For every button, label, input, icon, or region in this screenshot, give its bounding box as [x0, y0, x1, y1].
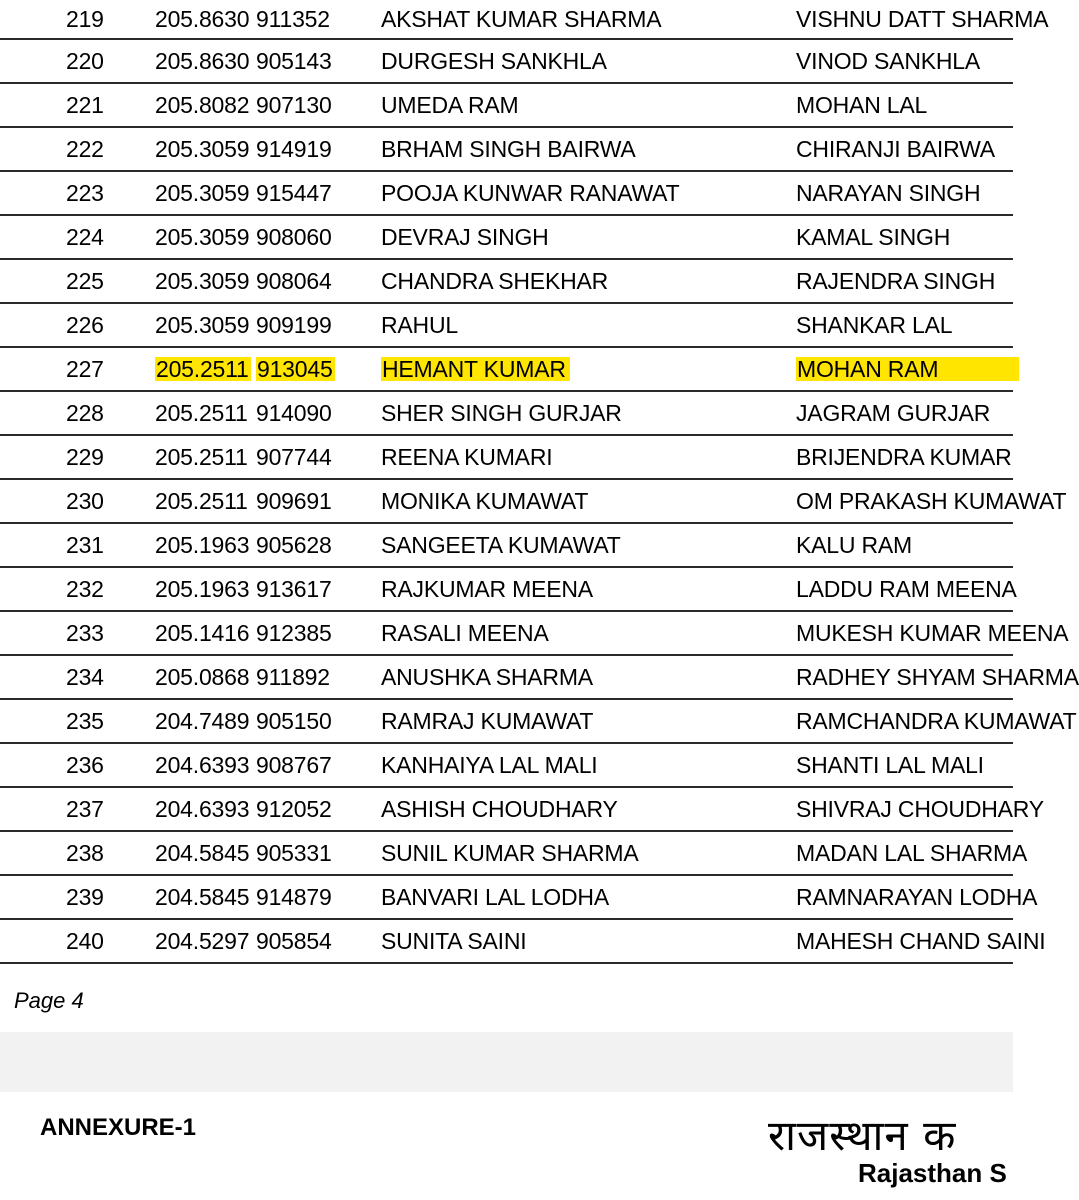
score-cell-text: 205.3059	[155, 267, 250, 294]
rank-cell-text: 221	[66, 91, 104, 118]
rank-cell-text: 234	[66, 663, 104, 690]
roll-number-cell	[256, 172, 336, 214]
candidate-name-cell	[381, 568, 781, 610]
candidate-name-cell-text: RAHUL	[381, 311, 458, 338]
candidate-name-cell	[381, 744, 781, 786]
table-row	[0, 84, 1013, 128]
table-row	[0, 0, 1049, 40]
candidate-name-cell-text: AKSHAT KUMAR SHARMA	[381, 5, 662, 32]
father-name-cell-text: RAJENDRA SINGH	[796, 267, 996, 294]
score-cell-text: 205.8630	[155, 47, 250, 74]
roll-number-cell-text: 905854	[256, 927, 332, 954]
father-name-cell-text: SHIVRAJ CHOUDHARY	[796, 795, 1044, 822]
candidate-name-cell	[381, 348, 781, 390]
father-name-cell	[796, 832, 1036, 874]
roll-number-cell	[256, 612, 336, 654]
candidate-name-cell-text: MONIKA KUMAWAT	[381, 487, 589, 514]
table-row	[0, 788, 1044, 832]
father-name-cell	[796, 876, 1036, 918]
score-cell-text: 205.8630	[155, 5, 250, 32]
father-name-cell	[796, 920, 1046, 962]
candidate-name-cell	[381, 700, 781, 742]
score-cell	[155, 348, 251, 390]
score-cell-text: 205.2511	[155, 443, 248, 470]
roll-number-cell	[256, 700, 336, 742]
roll-number-cell-text: 909691	[256, 487, 332, 514]
roll-number-cell	[256, 348, 336, 390]
rank-cell-text: 237	[66, 795, 104, 822]
candidate-name-cell	[381, 656, 781, 698]
candidate-name-cell-text: HEMANT KUMAR	[381, 357, 570, 381]
table-row	[0, 128, 1013, 172]
roll-number-cell-text: 908767	[256, 751, 332, 778]
score-cell-text: 204.5845	[155, 883, 250, 910]
roll-number-cell-text: 915447	[256, 179, 332, 206]
roll-number-cell-text: 912052	[256, 795, 332, 822]
father-name-cell-text: MOHAN RAM	[796, 357, 1019, 381]
score-cell	[155, 216, 251, 258]
rank-cell-text: 220	[66, 47, 104, 74]
candidate-name-cell	[381, 216, 781, 258]
rank-cell	[66, 348, 126, 390]
roll-number-cell-text: 905150	[256, 707, 332, 734]
table-row	[0, 744, 1013, 788]
rank-cell	[66, 832, 126, 874]
candidate-name-cell-text: REENA KUMARI	[381, 443, 553, 470]
roll-number-cell	[256, 436, 336, 478]
father-name-cell	[796, 612, 1069, 654]
father-name-cell-text: LADDU RAM MEENA	[796, 575, 1017, 602]
candidate-name-cell	[381, 920, 781, 962]
candidate-name-cell	[381, 84, 781, 126]
father-name-cell-text: SHANKAR LAL	[796, 311, 953, 338]
father-name-cell	[796, 0, 1049, 38]
father-name-cell-text: RAMCHANDRA KUMAWAT	[796, 707, 1077, 734]
table-row	[0, 920, 1046, 964]
candidate-name-cell	[381, 436, 781, 478]
father-name-cell	[796, 788, 1044, 830]
score-cell-text: 205.2511	[156, 356, 249, 382]
score-cell	[155, 260, 251, 302]
candidate-name-cell-text: BANVARI LAL LODHA	[381, 883, 609, 910]
table-row	[0, 172, 1013, 216]
roll-number-cell-text: 914879	[256, 883, 332, 910]
roll-number-cell-text: 911352	[256, 5, 330, 32]
roll-number-cell	[256, 832, 336, 874]
score-cell	[155, 436, 251, 478]
candidate-name-cell	[381, 876, 781, 918]
father-name-cell-text: MUKESH KUMAR MEENA	[796, 619, 1069, 646]
candidate-name-cell-text: SUNIL KUMAR SHARMA	[381, 839, 639, 866]
roll-number-cell-text: 905331	[256, 839, 332, 866]
roll-number-cell-text: 905143	[256, 47, 332, 74]
score-cell-text: 205.1963	[155, 575, 250, 602]
table-row	[0, 656, 1079, 700]
rank-cell	[66, 524, 126, 566]
father-name-cell-text: VISHNU DATT SHARMA	[796, 5, 1049, 32]
father-name-cell-text: MADAN LAL SHARMA	[796, 839, 1028, 866]
score-cell	[155, 920, 251, 962]
score-cell-text: 205.1963	[155, 531, 250, 558]
score-cell	[155, 788, 251, 830]
roll-number-cell	[256, 524, 336, 566]
annexure-label: ANNEXURE-1	[40, 1114, 197, 1141]
rank-cell	[66, 920, 126, 962]
father-name-cell	[796, 40, 1036, 82]
score-cell	[155, 876, 251, 918]
candidate-name-cell	[381, 260, 781, 302]
rank-cell-text: 225	[66, 267, 104, 294]
rank-cell	[66, 568, 126, 610]
candidate-name-cell	[381, 480, 781, 522]
candidate-name-cell-text: SHER SINGH GURJAR	[381, 399, 622, 426]
rank-cell-text: 229	[66, 443, 104, 470]
score-cell-text: 205.8082	[155, 91, 250, 118]
roll-number-cell	[256, 480, 336, 522]
father-name-cell	[796, 172, 1036, 214]
roll-number-cell	[256, 0, 336, 38]
score-cell	[155, 568, 251, 610]
rank-cell	[66, 216, 126, 258]
score-cell-text: 204.6393	[155, 795, 250, 822]
father-name-cell	[796, 480, 1067, 522]
roll-number-cell-text: 908060	[256, 223, 332, 250]
candidate-name-cell-text: UMEDA RAM	[381, 91, 519, 118]
rank-cell-text: 235	[66, 707, 104, 734]
table-row	[0, 260, 1013, 304]
roll-number-cell	[256, 304, 336, 346]
rank-cell	[66, 876, 126, 918]
father-name-cell-text: VINOD SANKHLA	[796, 47, 981, 74]
rank-cell	[66, 392, 126, 434]
rank-cell-text: 222	[66, 135, 104, 162]
score-cell-text: 205.0868	[155, 663, 250, 690]
rank-cell	[66, 128, 126, 170]
page-number: Page 4	[14, 988, 84, 1013]
rank-cell-text: 236	[66, 751, 104, 778]
score-cell	[155, 40, 251, 82]
roll-number-cell	[256, 920, 336, 962]
candidate-name-cell	[381, 832, 781, 874]
roll-number-cell-text: 913045	[257, 356, 333, 382]
father-name-cell-text: OM PRAKASH KUMAWAT	[796, 487, 1067, 514]
rank-cell-text: 223	[66, 179, 104, 206]
rank-cell	[66, 260, 126, 302]
score-cell	[155, 700, 251, 742]
score-cell-text: 205.3059	[155, 179, 250, 206]
table-row	[0, 568, 1017, 612]
rank-cell	[66, 744, 126, 786]
candidate-name-cell-text: BRHAM SINGH BAIRWA	[381, 135, 636, 162]
candidate-name-cell	[381, 524, 781, 566]
father-name-cell-text: CHIRANJI BAIRWA	[796, 135, 995, 162]
father-name-cell	[796, 436, 1036, 478]
father-name-cell-text: RAMNARAYAN LODHA	[796, 883, 1038, 910]
candidate-name-cell-text: RAMRAJ KUMAWAT	[381, 707, 594, 734]
rank-cell-text: 240	[66, 927, 104, 954]
table-row	[0, 392, 1013, 436]
rank-cell-text: 233	[66, 619, 104, 646]
father-name-cell-text: MAHESH CHAND SAINI	[796, 927, 1046, 954]
rank-cell	[66, 436, 126, 478]
roll-number-cell	[256, 788, 336, 830]
rank-cell-text: 224	[66, 223, 104, 250]
score-cell-text: 205.1416	[155, 619, 250, 646]
roll-number-cell-text: 914090	[256, 399, 332, 426]
candidate-name-cell	[381, 304, 781, 346]
table-row	[0, 348, 1013, 392]
table-row	[0, 832, 1028, 876]
roll-number-cell-text: 907744	[256, 443, 332, 470]
roll-number-cell-text: 913617	[256, 575, 332, 602]
rank-cell	[66, 700, 126, 742]
score-cell	[155, 128, 251, 170]
score-cell-text: 205.2511	[155, 399, 248, 426]
rank-cell-text: 226	[66, 311, 104, 338]
father-name-cell-text: NARAYAN SINGH	[796, 179, 981, 206]
father-name-cell-text: KALU RAM	[796, 531, 912, 558]
score-cell	[155, 304, 251, 346]
father-name-cell	[796, 216, 1036, 258]
score-cell-text: 205.3059	[155, 223, 250, 250]
roll-number-cell	[256, 876, 336, 918]
candidate-name-cell-text: ANUSHKA SHARMA	[381, 663, 593, 690]
rank-cell	[66, 172, 126, 214]
candidate-name-cell-text: CHANDRA SHEKHAR	[381, 267, 609, 294]
father-name-cell-text: BRIJENDRA KUMAR	[796, 443, 1012, 470]
table-row	[0, 304, 1013, 348]
roll-number-cell	[256, 392, 336, 434]
hindi-title: राजस्थान क	[768, 1111, 957, 1160]
father-name-cell	[796, 128, 1036, 170]
father-name-cell-text: JAGRAM GURJAR	[796, 399, 991, 426]
table-row	[0, 612, 1069, 656]
roll-number-cell	[256, 128, 336, 170]
next-document-page	[0, 1092, 1013, 1200]
candidate-name-cell-text: KANHAIYA LAL MALI	[381, 751, 598, 778]
candidate-name-cell-text: DURGESH SANKHLA	[381, 47, 607, 74]
score-cell	[155, 524, 251, 566]
father-name-cell	[796, 656, 1079, 698]
table-row	[0, 700, 1077, 744]
roll-number-cell-text: 907130	[256, 91, 332, 118]
rank-cell-text: 232	[66, 575, 104, 602]
roll-number-cell	[256, 84, 336, 126]
rank-cell-text: 231	[66, 531, 104, 558]
rank-cell	[66, 612, 126, 654]
candidate-name-cell	[381, 392, 781, 434]
roll-number-cell	[256, 568, 336, 610]
score-cell	[155, 480, 251, 522]
score-cell	[155, 832, 251, 874]
table-row	[0, 436, 1013, 480]
table-row	[0, 524, 1013, 568]
rank-cell-text: 219	[66, 5, 104, 32]
table-row	[0, 216, 1013, 260]
roll-number-cell-text: 912385	[256, 619, 332, 646]
score-cell	[155, 84, 251, 126]
rank-cell-text: 239	[66, 883, 104, 910]
rank-cell	[66, 0, 126, 38]
score-cell-text: 205.3059	[155, 135, 250, 162]
rank-cell	[66, 788, 126, 830]
score-cell	[155, 172, 251, 214]
father-name-cell-text: RADHEY SHYAM SHARMA	[796, 663, 1079, 690]
candidate-name-cell	[381, 788, 781, 830]
table-row	[0, 40, 1013, 84]
father-name-cell	[796, 84, 1036, 126]
score-cell	[155, 744, 251, 786]
candidate-name-cell-text: RAJKUMAR MEENA	[381, 575, 593, 602]
roll-number-cell	[256, 40, 336, 82]
rank-cell	[66, 656, 126, 698]
score-cell	[155, 612, 251, 654]
page-gap	[0, 1032, 1013, 1092]
rank-cell	[66, 304, 126, 346]
table-row	[0, 876, 1038, 920]
father-name-cell	[796, 304, 1036, 346]
score-cell-text: 204.7489	[155, 707, 250, 734]
table-row	[0, 480, 1067, 524]
roll-number-cell	[256, 216, 336, 258]
father-name-cell	[796, 392, 1036, 434]
roll-number-cell-text: 911892	[256, 663, 330, 690]
candidate-name-cell	[381, 612, 781, 654]
rank-cell-text: 238	[66, 839, 104, 866]
score-cell	[155, 656, 251, 698]
father-name-cell	[796, 524, 1036, 566]
candidate-name-cell	[381, 172, 781, 214]
candidate-name-cell	[381, 128, 781, 170]
roll-number-cell-text: 908064	[256, 267, 332, 294]
rank-cell	[66, 480, 126, 522]
score-cell-text: 204.6393	[155, 751, 250, 778]
candidate-name-cell-text: ASHISH CHOUDHARY	[381, 795, 618, 822]
candidate-name-cell-text: POOJA KUNWAR RANAWAT	[381, 179, 680, 206]
father-name-cell-text: SHANTI LAL MALI	[796, 751, 984, 778]
father-name-cell-text: KAMAL SINGH	[796, 223, 951, 250]
candidate-name-cell-text: RASALI MEENA	[381, 619, 549, 646]
score-cell-text: 205.3059	[155, 311, 250, 338]
rank-cell	[66, 84, 126, 126]
candidate-name-cell-text: SANGEETA KUMAWAT	[381, 531, 621, 558]
roll-number-cell-text: 905628	[256, 531, 332, 558]
father-name-cell	[796, 700, 1077, 742]
father-name-cell-text: MOHAN LAL	[796, 91, 928, 118]
score-cell-text: 204.5297	[155, 927, 250, 954]
roll-number-cell	[256, 656, 336, 698]
rank-cell	[66, 40, 126, 82]
score-cell	[155, 392, 251, 434]
candidate-name-cell	[381, 0, 781, 38]
roll-number-cell	[256, 260, 336, 302]
score-cell-text: 204.5845	[155, 839, 250, 866]
father-name-cell	[796, 260, 1036, 302]
english-title: Rajasthan S	[858, 1158, 1007, 1188]
father-name-cell	[796, 568, 1036, 610]
score-cell-text: 205.2511	[155, 487, 248, 514]
candidate-name-cell-text: DEVRAJ SINGH	[381, 223, 549, 250]
roll-number-cell	[256, 744, 336, 786]
father-name-cell	[796, 348, 1036, 390]
father-name-cell	[796, 744, 1036, 786]
rank-cell-text: 228	[66, 399, 104, 426]
score-cell	[155, 0, 251, 38]
rank-cell-text: 230	[66, 487, 104, 514]
roll-number-cell-text: 909199	[256, 311, 332, 338]
rank-cell-text: 227	[66, 355, 104, 382]
candidate-name-cell-text: SUNITA SAINI	[381, 927, 527, 954]
candidate-name-cell	[381, 40, 781, 82]
roll-number-cell-text: 914919	[256, 135, 332, 162]
